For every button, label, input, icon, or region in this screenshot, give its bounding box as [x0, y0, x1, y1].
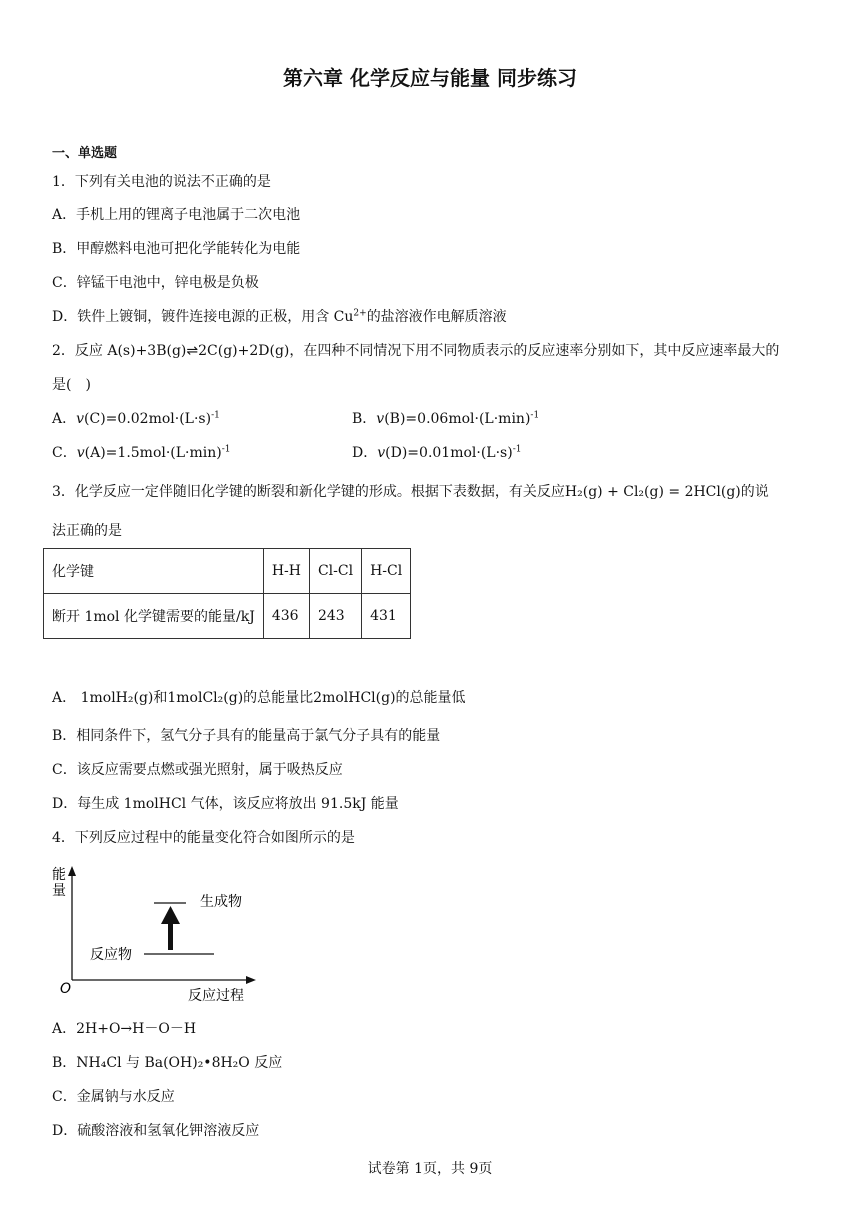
y-axis-label-2: 量: [52, 883, 66, 899]
q3-stem: [52, 482, 769, 502]
table-row: [44, 594, 411, 639]
q3-option-a: [52, 688, 466, 708]
q4-stem: 4．下列反应过程中的能量变化符合如图所示的是: [52, 830, 355, 846]
reactant-label: 反应物: [90, 947, 132, 963]
energy-arrow-up-icon: [161, 906, 180, 924]
table-cell: H-Cl: [362, 549, 411, 594]
q3-option-d: D．每生成 1molHCl 气体，该反应将放出 91.5kJ 能量: [52, 796, 399, 812]
q2-stem: [52, 341, 779, 361]
x-axis-arrow-icon: [246, 976, 256, 984]
q4-option-c: C．金属钠与水反应: [52, 1089, 175, 1105]
q2-option-c-exp: -1: [221, 444, 231, 455]
q2-option-a-exp: -1: [211, 410, 220, 421]
q1-option-d-text-end: 的盐溶液作电解质溶液: [366, 309, 507, 325]
energy-diagram: [52, 862, 272, 1007]
table-cell: 化学键: [44, 549, 264, 594]
q1-option-d-charge: 2+: [353, 308, 367, 319]
table-cell: 断开 1mol 化学键需要的能量/kJ: [44, 594, 264, 639]
q2-option-b-expr: (B)=0.06mol·(L·min): [384, 411, 531, 427]
q2-stem-end: 2C(g)+2D(g)，在四种不同情况下用不同物质表示的反应速率分别如下，其中反应速率最大的: [198, 343, 780, 359]
energy-arrow-shaft: [168, 922, 173, 950]
q2-option-b-v: v: [376, 411, 385, 427]
table-cell: 431: [362, 594, 411, 639]
q3-option-a-text-2: 的总能量比: [243, 690, 314, 706]
q1-option-b: B．甲醇燃料电池可把化学能转化为电能: [52, 241, 301, 257]
q2-option-c-v: v: [76, 445, 85, 461]
page-title: 第六章 化学反应与能量 同步练习: [283, 66, 577, 90]
page-footer: 试卷第 1页，共 9页: [367, 1161, 493, 1177]
q3-option-a-formula-2: 1molCl₂(g): [167, 690, 244, 706]
q1-option-c: C．锌锰干电池中，锌电极是负极: [52, 275, 259, 291]
y-axis-arrow-icon: [68, 866, 76, 876]
q4-option-d: D．硫酸溶液和氢氧化钾溶液反应: [52, 1123, 260, 1139]
q2-option-b-exp: -1: [530, 410, 540, 421]
q3-option-a-formula-3: 2molHCl(g): [313, 690, 396, 706]
q3-option-b: B．相同条件下，氢气分子具有的能量高于氯气分子具有的能量: [52, 728, 441, 744]
q2-stem-start: 2．反应 A(s)+3B(g): [52, 343, 187, 359]
q4-option-a: A．2H+O→H－O－H: [52, 1021, 197, 1037]
table-header-row: [44, 549, 411, 594]
q1-option-a: A．手机上用的锂离子电池属于二次电池: [52, 207, 301, 223]
q2-option-a-label: A．: [52, 411, 77, 427]
q3-stem-line2: 法正确的是: [52, 523, 122, 539]
q3-option-a-text-3: 的总能量低: [395, 690, 466, 706]
q2-option-d-label: D．: [352, 445, 378, 461]
bond-energy-table: [43, 548, 411, 639]
product-label: 生成物: [200, 894, 242, 910]
q3-equation: H₂(g) + Cl₂(g) = 2HCl(g): [564, 484, 741, 500]
q2-option-b-label: B．: [352, 411, 377, 427]
origin-label: O: [60, 981, 72, 997]
q2-stem-line2: 是( ): [52, 377, 91, 393]
table-cell: 436: [263, 594, 309, 639]
q2-option-b: [352, 409, 539, 429]
q2-option-d: [352, 443, 521, 463]
equilibrium-arrow-icon: ⇌: [186, 343, 199, 359]
q2-option-d-expr: (D)=0.01mol·(L·s): [385, 445, 513, 461]
table-cell: H-H: [263, 549, 309, 594]
q2-option-a: [52, 409, 220, 429]
q4-option-b: B．NH₄Cl 与 Ba(OH)₂•8H₂O 反应: [52, 1055, 283, 1071]
q3-option-a-text-1: 和: [153, 690, 168, 706]
q3-stem-start: 3．化学反应一定伴随旧化学键的断裂和新化学键的形成。根据下表数据，有关反应: [52, 484, 565, 500]
q1-option-d-text: D．铁件上镀铜，镀件连接电源的正极，用含 Cu: [52, 309, 354, 325]
y-axis-label-1: 能: [52, 867, 66, 883]
q1-option-d: [52, 307, 507, 327]
q3-option-c: C．该反应需要点燃或强光照射，属于吸热反应: [52, 762, 343, 778]
q2-option-a-expr: (C)=0.02mol·(L·s): [84, 411, 212, 427]
q2-option-c-expr: (A)=1.5mol·(L·min): [84, 445, 222, 461]
section-heading: 一、单选题: [52, 146, 118, 161]
q2-option-a-v: v: [76, 411, 85, 427]
table-cell: 243: [309, 594, 361, 639]
x-axis-label: 反应过程: [188, 988, 244, 1004]
q2-option-d-v: v: [377, 445, 386, 461]
q3-stem-end: 的说: [740, 484, 769, 500]
q1-stem: 1．下列有关电池的说法不正确的是: [52, 174, 271, 190]
q3-option-a-label: A．: [52, 690, 77, 706]
q2-option-d-exp: -1: [512, 444, 522, 455]
q2-option-c: [52, 443, 231, 463]
table-cell: Cl-Cl: [309, 549, 361, 594]
q2-option-c-label: C．: [52, 445, 77, 461]
q3-option-a-formula-1: 1molH₂(g): [80, 690, 154, 706]
